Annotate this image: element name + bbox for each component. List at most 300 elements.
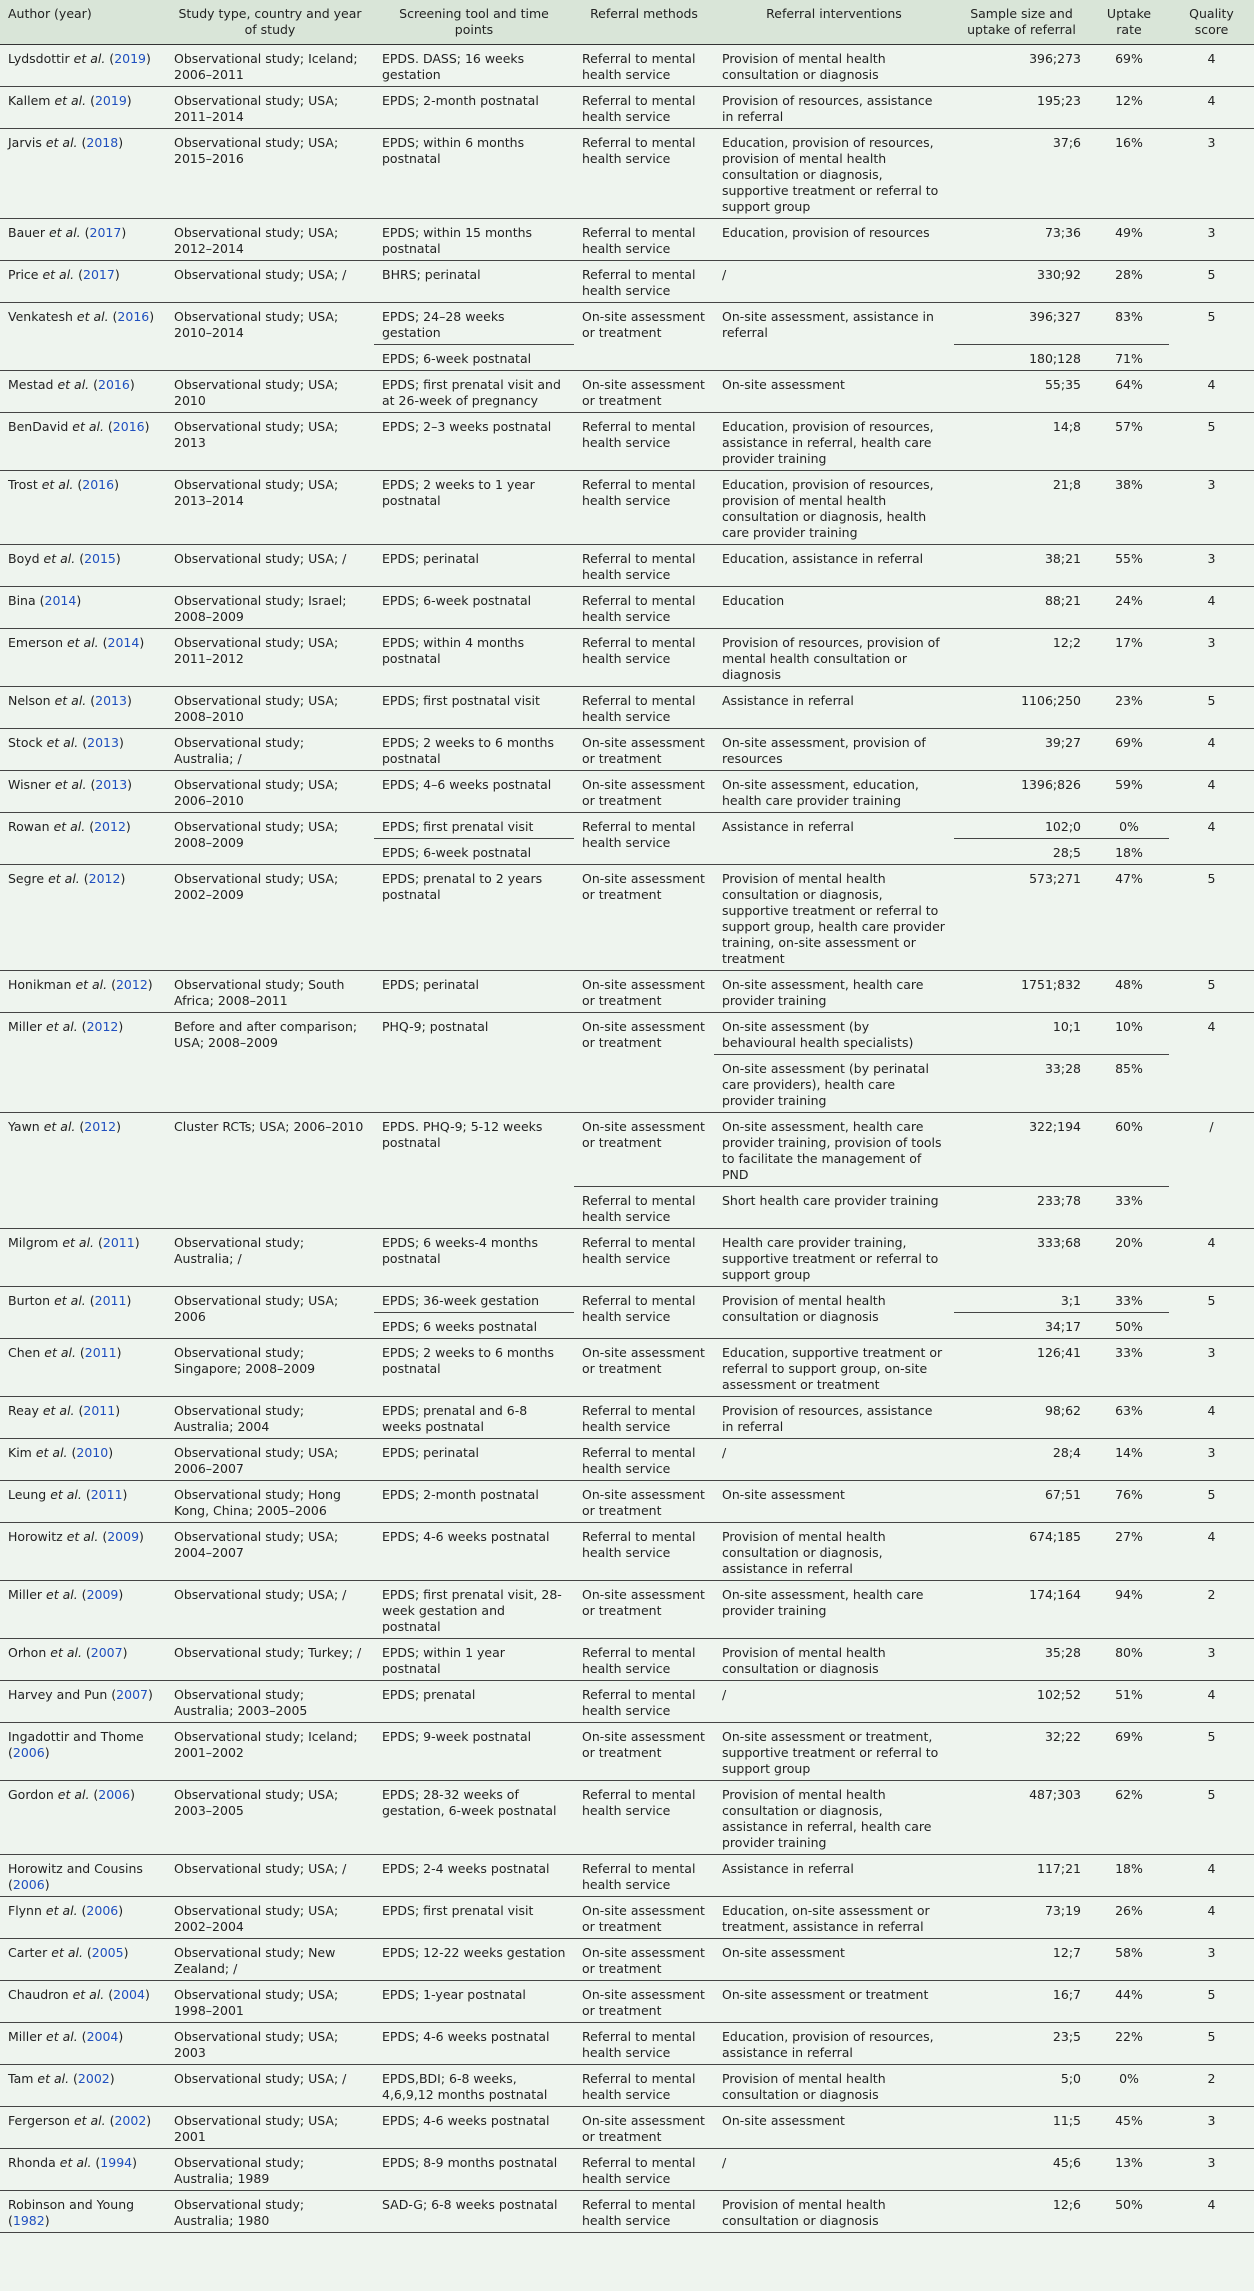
author-year-link[interactable]: 2019 xyxy=(114,51,146,66)
uptake-rate-cell: 48% xyxy=(1089,971,1169,1013)
referral-method-cell: On-site assessment or treatment xyxy=(574,729,714,771)
quality-score-cell: 4 xyxy=(1169,1523,1254,1581)
sample-uptake-cell: 396;273 xyxy=(954,45,1089,87)
uptake-rate-cell: 76% xyxy=(1089,1481,1169,1523)
quality-score-cell: 4 xyxy=(1169,371,1254,413)
referral-method-cell: Referral to mental health service xyxy=(574,129,714,219)
table-row xyxy=(0,1981,1254,2023)
uptake-rate-cell: 26% xyxy=(1089,1897,1169,1939)
sample-uptake-cell: 73;36 xyxy=(954,219,1089,261)
uptake-rate-cell: 50% xyxy=(1089,1313,1169,1339)
referral-method-cell: On-site assessment or treatment xyxy=(574,1113,714,1187)
screening-tool-cell: EPDS; 4-6 weeks postnatal xyxy=(374,1523,574,1581)
sample-uptake-cell: 23;5 xyxy=(954,2023,1089,2065)
referral-intervention-cell: Assistance in referral xyxy=(714,687,954,729)
study-type-cell: Observational study; Australia; / xyxy=(166,1229,374,1287)
study-type-cell: Observational study; Turkey; / xyxy=(166,1639,374,1681)
referral-intervention-cell: On-site assessment xyxy=(714,1939,954,1981)
referral-intervention-cell: Education, provision of resources, provision of mental health consultation or diagnosis, health care provider training xyxy=(714,471,954,545)
et-al-text: et al. xyxy=(46,1019,78,1034)
author-year-link[interactable]: 2002 xyxy=(77,2071,110,2086)
uptake-rate-cell: 22% xyxy=(1089,2023,1169,2065)
author-year-link[interactable]: 2011 xyxy=(90,1487,123,1502)
author-name: Lydsdottir xyxy=(8,51,70,66)
author-year-link[interactable]: 2011 xyxy=(94,1293,127,1308)
uptake-rate-cell: 94% xyxy=(1089,1581,1169,1639)
author-name: Boyd xyxy=(8,551,40,566)
author-year-link[interactable]: 2006 xyxy=(12,1877,45,1892)
author-year-link[interactable]: 2010 xyxy=(76,1445,109,1460)
referral-method-cell: Referral to mental health service xyxy=(574,87,714,129)
sample-uptake-cell: 396;327 xyxy=(954,303,1089,345)
referral-method-cell: Referral to mental health service xyxy=(574,1639,714,1681)
uptake-rate-cell: 50% xyxy=(1089,2191,1169,2233)
referral-intervention-cell: On-site assessment, health care provider training xyxy=(714,971,954,1013)
et-al-text: et al. xyxy=(41,477,74,492)
author-cell: Bina (2014) xyxy=(0,587,166,629)
screening-tool-cell: EPDS; 2 weeks to 6 months postnatal xyxy=(374,1339,574,1397)
table-row xyxy=(0,771,1254,813)
author-name: Rowan xyxy=(8,819,50,834)
author-year-link[interactable]: 1994 xyxy=(100,2155,133,2170)
author-cell: Emerson et al. (2014) xyxy=(0,629,166,687)
uptake-rate-cell: 18% xyxy=(1089,1855,1169,1897)
referral-method-cell: On-site assessment or treatment xyxy=(574,1481,714,1523)
uptake-rate-cell: 14% xyxy=(1089,1439,1169,1481)
quality-score-cell: 4 xyxy=(1169,771,1254,813)
study-type-cell: Observational study; USA; 2002–2009 xyxy=(166,865,374,971)
uptake-rate-cell: 33% xyxy=(1089,1339,1169,1397)
author-year-link[interactable]: 2002 xyxy=(114,2113,147,2128)
header-author: Author (year) xyxy=(0,0,166,45)
referral-intervention-cell: Education, on-site assessment or treatment, assistance in referral xyxy=(714,1897,954,1939)
screening-tool-cell: EPDS; first prenatal visit and at 26-week of pregnancy xyxy=(374,371,574,413)
author-name: Honikman xyxy=(8,977,72,992)
et-al-text: et al. xyxy=(46,1587,78,1602)
study-type-cell: Observational study; Israel; 2008–2009 xyxy=(166,587,374,629)
uptake-rate-cell: 38% xyxy=(1089,471,1169,545)
table-row xyxy=(0,87,1254,129)
author-year-link[interactable]: 2016 xyxy=(82,477,115,492)
sample-uptake-cell: 39;27 xyxy=(954,729,1089,771)
study-type-cell: Observational study; Australia; 1989 xyxy=(166,2149,374,2191)
et-al-text: et al. xyxy=(35,1445,68,1460)
author-year-link[interactable]: 2009 xyxy=(86,1587,119,1602)
author-year-link[interactable]: 2016 xyxy=(117,309,150,324)
author-cell: Rhonda et al. (1994) xyxy=(0,2149,166,2191)
author-cell: Tam et al. (2002) xyxy=(0,2065,166,2107)
header-sample-size: Sample size and uptake of referral xyxy=(954,0,1089,45)
screening-tool-cell: EPDS; 6-week postnatal xyxy=(374,587,574,629)
sample-uptake-cell: 674;185 xyxy=(954,1523,1089,1581)
screening-tool-cell: EPDS; first prenatal visit, 28-week gestation and postnatal xyxy=(374,1581,574,1639)
et-al-text: et al. xyxy=(45,135,78,150)
author-year-link[interactable]: 2016 xyxy=(112,419,145,434)
screening-tool-cell: EPDS; 2-4 weeks postnatal xyxy=(374,1855,574,1897)
author-cell: Gordon et al. (2006) xyxy=(0,1781,166,1855)
et-al-text: et al. xyxy=(59,2155,92,2170)
uptake-rate-cell: 62% xyxy=(1089,1781,1169,1855)
referral-intervention-cell: On-site assessment or treatment, supportive treatment or referral to support group xyxy=(714,1723,954,1781)
sample-uptake-cell: 330;92 xyxy=(954,261,1089,303)
screening-tool-cell: EPDS; within 15 months postnatal xyxy=(374,219,574,261)
et-al-text: et al. xyxy=(46,735,79,750)
uptake-rate-cell: 28% xyxy=(1089,261,1169,303)
study-type-cell: Observational study; USA; 2003 xyxy=(166,2023,374,2065)
uptake-rate-cell: 24% xyxy=(1089,587,1169,629)
table-row xyxy=(0,2065,1254,2107)
et-al-text: et al. xyxy=(57,377,90,392)
study-type-cell: Observational study; USA; 2002–2004 xyxy=(166,1897,374,1939)
quality-score-cell: 3 xyxy=(1169,1339,1254,1397)
screening-tool-cell: EPDS; 8-9 months postnatal xyxy=(374,2149,574,2191)
referral-intervention-cell: Assistance in referral xyxy=(714,813,954,865)
et-al-text: et al. xyxy=(50,1487,82,1502)
screening-tool-cell: EPDS; perinatal xyxy=(374,971,574,1013)
referral-intervention-cell: On-site assessment xyxy=(714,1481,954,1523)
sample-uptake-cell: 88;21 xyxy=(954,587,1089,629)
study-type-cell: Observational study; Singapore; 2008–2009 xyxy=(166,1339,374,1397)
author-name: Bauer xyxy=(8,225,45,240)
author-year-link[interactable]: 2011 xyxy=(84,1345,117,1360)
header-row xyxy=(0,0,1254,45)
referral-method-cell: On-site assessment or treatment xyxy=(574,1581,714,1639)
sample-uptake-cell: 322;194 xyxy=(954,1113,1089,1187)
referral-intervention-cell: Short health care provider training xyxy=(714,1187,954,1229)
referral-method-cell: Referral to mental health service xyxy=(574,1781,714,1855)
table-row xyxy=(0,45,1254,87)
quality-score-cell: 4 xyxy=(1169,1855,1254,1897)
referral-intervention-cell: Provision of mental health consultation or diagnosis xyxy=(714,45,954,87)
author-cell: Horowitz and Cousins (2006) xyxy=(0,1855,166,1897)
author-name: Chaudron xyxy=(8,1987,69,2002)
et-al-text: et al. xyxy=(57,1787,90,1802)
table-row xyxy=(0,1113,1254,1187)
et-al-text: et al. xyxy=(42,267,75,282)
study-type-cell: Observational study; Australia; 2003–2005 xyxy=(166,1681,374,1723)
uptake-rate-cell: 20% xyxy=(1089,1229,1169,1287)
et-al-text: et al. xyxy=(54,93,87,108)
table-row xyxy=(0,1939,1254,1981)
referral-method-cell: Referral to mental health service xyxy=(574,413,714,471)
referral-method-cell: On-site assessment or treatment xyxy=(574,971,714,1013)
study-type-cell: Observational study; USA; 2008–2010 xyxy=(166,687,374,729)
referral-method-cell: Referral to mental health service xyxy=(574,1397,714,1439)
study-type-cell: Observational study; Iceland; 2006–2011 xyxy=(166,45,374,87)
author-name: Kim xyxy=(8,1445,32,1460)
study-type-cell: Observational study; USA; 2001 xyxy=(166,2107,374,2149)
referral-intervention-cell: Provision of mental health consultation or diagnosis xyxy=(714,2191,954,2233)
author-year-link[interactable]: 2006 xyxy=(12,1745,45,1760)
referral-intervention-cell: / xyxy=(714,1681,954,1723)
author-cell: Kallem et al. (2019) xyxy=(0,87,166,129)
study-type-cell: Observational study; USA; 2015–2016 xyxy=(166,129,374,219)
quality-score-cell: 5 xyxy=(1169,1481,1254,1523)
study-type-cell: Observational study; USA; / xyxy=(166,2065,374,2107)
et-al-text: et al. xyxy=(43,1119,76,1134)
table-body xyxy=(0,45,1254,2233)
screening-tool-cell: EPDS; 28-32 weeks of gestation, 6-week postnatal xyxy=(374,1781,574,1855)
sample-uptake-cell: 12;2 xyxy=(954,629,1089,687)
author-name: Chen xyxy=(8,1345,41,1360)
quality-score-cell: 4 xyxy=(1169,1013,1254,1113)
screening-tool-cell: EPDS; perinatal xyxy=(374,1439,574,1481)
referral-method-cell: Referral to mental health service xyxy=(574,219,714,261)
quality-score-cell: 5 xyxy=(1169,2023,1254,2065)
table-row xyxy=(0,1681,1254,1723)
study-type-cell: Observational study; USA; 2008–2009 xyxy=(166,813,374,865)
screening-tool-cell: SAD-G; 6-8 weeks postnatal xyxy=(374,2191,574,2233)
referral-method-cell: Referral to mental health service xyxy=(574,261,714,303)
uptake-rate-cell: 69% xyxy=(1089,45,1169,87)
author-name: Jarvis xyxy=(8,135,42,150)
table-row xyxy=(0,303,1254,345)
author-cell: Flynn et al. (2006) xyxy=(0,1897,166,1939)
author-name: Stock xyxy=(8,735,43,750)
referral-intervention-cell: Provision of resources, assistance in referral xyxy=(714,87,954,129)
et-al-text: et al. xyxy=(46,2029,78,2044)
screening-tool-cell: EPDS; perinatal xyxy=(374,545,574,587)
screening-tool-cell: EPDS; 4-6 weeks postnatal xyxy=(374,2107,574,2149)
uptake-rate-cell: 64% xyxy=(1089,371,1169,413)
author-year-link[interactable]: 2013 xyxy=(95,777,128,792)
author-name: Harvey and Pun xyxy=(8,1687,108,1702)
table-row xyxy=(0,1581,1254,1639)
author-year-link[interactable]: 1982 xyxy=(12,2213,45,2228)
author-name: Milgrom xyxy=(8,1235,59,1250)
author-year-link[interactable]: 2014 xyxy=(44,593,77,608)
et-al-text: et al. xyxy=(73,2113,106,2128)
quality-score-cell: 5 xyxy=(1169,261,1254,303)
author-year-link[interactable]: 2012 xyxy=(84,1119,117,1134)
table-row xyxy=(0,2191,1254,2233)
author-name: Gordon xyxy=(8,1787,54,1802)
table-row xyxy=(0,587,1254,629)
author-year-link[interactable]: 2012 xyxy=(94,819,126,834)
author-year-link[interactable]: 2016 xyxy=(98,377,130,392)
quality-score-cell: 3 xyxy=(1169,545,1254,587)
quality-score-cell: 2 xyxy=(1169,1581,1254,1639)
author-year-link[interactable]: 2012 xyxy=(115,977,148,992)
author-year-link[interactable]: 2004 xyxy=(86,2029,119,2044)
author-year-link[interactable]: 2011 xyxy=(102,1235,135,1250)
table-row xyxy=(0,865,1254,971)
referral-intervention-cell: Provision of resources, assistance in referral xyxy=(714,1397,954,1439)
et-al-text: et al. xyxy=(48,225,81,240)
sample-uptake-cell: 16;7 xyxy=(954,1981,1089,2023)
screening-tool-cell: EPDS; 2-month postnatal xyxy=(374,1481,574,1523)
referral-method-cell: Referral to mental health service xyxy=(574,2149,714,2191)
sample-uptake-cell: 28;5 xyxy=(954,839,1089,865)
quality-score-cell: 2 xyxy=(1169,2065,1254,2107)
author-cell: Leung et al. (2011) xyxy=(0,1481,166,1523)
table-row xyxy=(0,371,1254,413)
author-cell: Fergerson et al. (2002) xyxy=(0,2107,166,2149)
author-cell: Miller et al. (2004) xyxy=(0,2023,166,2065)
study-type-cell: Observational study; USA; 2011–2012 xyxy=(166,629,374,687)
author-cell: BenDavid et al. (2016) xyxy=(0,413,166,471)
author-cell: Mestad et al. (2016) xyxy=(0,371,166,413)
referral-intervention-cell: Provision of resources, provision of mental health consultation or diagnosis xyxy=(714,629,954,687)
author-name: Miller xyxy=(8,1019,43,1034)
screening-tool-cell: EPDS; within 4 months postnatal xyxy=(374,629,574,687)
sample-uptake-cell: 32;22 xyxy=(954,1723,1089,1781)
author-name: Wisner xyxy=(8,777,51,792)
author-year-link[interactable]: 2006 xyxy=(98,1787,131,1802)
referral-intervention-cell: Education, provision of resources xyxy=(714,219,954,261)
referral-intervention-cell: Provision of mental health consultation or diagnosis, supportive treatment or referral to support group, health care provider training, on-site assessment or treatment xyxy=(714,865,954,971)
sample-uptake-cell: 487;303 xyxy=(954,1781,1089,1855)
table-row xyxy=(0,2023,1254,2065)
author-year-link[interactable]: 2013 xyxy=(87,735,119,750)
uptake-rate-cell: 55% xyxy=(1089,545,1169,587)
study-type-cell: Observational study; USA; 1998–2001 xyxy=(166,1981,374,2023)
et-al-text: et al. xyxy=(75,977,108,992)
author-year-link[interactable]: 2006 xyxy=(86,1903,119,1918)
author-year-link[interactable]: 2013 xyxy=(95,693,127,708)
screening-tool-cell: EPDS; first postnatal visit xyxy=(374,687,574,729)
table-row xyxy=(0,413,1254,471)
quality-score-cell: 3 xyxy=(1169,219,1254,261)
et-al-text: et al. xyxy=(43,551,76,566)
referral-intervention-cell: On-site assessment xyxy=(714,371,954,413)
author-cell: Carter et al. (2005) xyxy=(0,1939,166,1981)
author-year-link[interactable]: 2012 xyxy=(86,1019,119,1034)
quality-score-cell: 5 xyxy=(1169,1287,1254,1339)
sample-uptake-cell: 126;41 xyxy=(954,1339,1089,1397)
referral-intervention-cell: On-site assessment, health care provider training, provision of tools to facilitate the management of PND xyxy=(714,1113,954,1187)
author-year-link[interactable]: 2015 xyxy=(84,551,116,566)
table-row xyxy=(0,1287,1254,1313)
screening-tool-cell: EPDS; within 6 months postnatal xyxy=(374,129,574,219)
quality-score-cell: 3 xyxy=(1169,629,1254,687)
uptake-rate-cell: 44% xyxy=(1089,1981,1169,2023)
table-row xyxy=(0,687,1254,729)
author-name: Yawn xyxy=(8,1119,40,1134)
author-cell: Trost et al. (2016) xyxy=(0,471,166,545)
author-year-link[interactable]: 2011 xyxy=(83,1403,116,1418)
screening-tool-cell: EPDS; 2 weeks to 6 months postnatal xyxy=(374,729,574,771)
author-year-link[interactable]: 2007 xyxy=(90,1645,123,1660)
uptake-rate-cell: 49% xyxy=(1089,219,1169,261)
table-row xyxy=(0,219,1254,261)
et-al-text: et al. xyxy=(66,1529,99,1544)
uptake-rate-cell: 57% xyxy=(1089,413,1169,471)
referral-method-cell: Referral to mental health service xyxy=(574,813,714,865)
header-referral-interventions: Referral interventions xyxy=(714,0,954,45)
study-type-cell: Observational study; Australia; 2004 xyxy=(166,1397,374,1439)
sample-uptake-cell: 34;17 xyxy=(954,1313,1089,1339)
uptake-rate-cell: 0% xyxy=(1089,2065,1169,2107)
et-al-text: et al. xyxy=(73,51,106,66)
sample-uptake-cell: 102;0 xyxy=(954,813,1089,839)
author-year-link[interactable]: 2007 xyxy=(116,1687,148,1702)
author-name: Segre xyxy=(8,871,45,886)
quality-score-cell: 3 xyxy=(1169,1439,1254,1481)
uptake-rate-cell: 47% xyxy=(1089,865,1169,971)
sample-uptake-cell: 67;51 xyxy=(954,1481,1089,1523)
sample-uptake-cell: 3;1 xyxy=(954,1287,1089,1313)
sample-uptake-cell: 1396;826 xyxy=(954,771,1089,813)
sample-uptake-cell: 12;7 xyxy=(954,1939,1089,1981)
referral-intervention-cell: Provision of mental health consultation or diagnosis, assistance in referral xyxy=(714,1523,954,1581)
referral-method-cell: On-site assessment or treatment xyxy=(574,1339,714,1397)
referral-method-cell: Referral to mental health service xyxy=(574,471,714,545)
author-cell: Price et al. (2017) xyxy=(0,261,166,303)
screening-tool-cell: PHQ-9; postnatal xyxy=(374,1013,574,1113)
table-row xyxy=(0,813,1254,839)
study-type-cell: Observational study; New Zealand; / xyxy=(166,1939,374,1981)
screening-tool-cell: EPDS; 36-week gestation xyxy=(374,1287,574,1313)
table-row xyxy=(0,629,1254,687)
author-cell: Reay et al. (2011) xyxy=(0,1397,166,1439)
quality-score-cell: 5 xyxy=(1169,1781,1254,1855)
screening-tool-cell: EPDS; 4–6 weeks postnatal xyxy=(374,771,574,813)
et-al-text: et al. xyxy=(51,1945,83,1960)
referral-intervention-cell: Provision of mental health consultation or diagnosis, assistance in referral, health care provider training xyxy=(714,1781,954,1855)
author-cell: Venkatesh et al. (2016) xyxy=(0,303,166,371)
uptake-rate-cell: 13% xyxy=(1089,2149,1169,2191)
screening-tool-cell: EPDS; 1-year postnatal xyxy=(374,1981,574,2023)
quality-score-cell: 4 xyxy=(1169,587,1254,629)
author-name: Nelson xyxy=(8,693,51,708)
sample-uptake-cell: 14;8 xyxy=(954,413,1089,471)
screening-tool-cell: EPDS; 4-6 weeks postnatal xyxy=(374,2023,574,2065)
quality-score-cell: 5 xyxy=(1169,865,1254,971)
referral-method-cell: Referral to mental health service xyxy=(574,545,714,587)
quality-score-cell: 5 xyxy=(1169,687,1254,729)
screening-tool-cell: EPDS; within 1 year postnatal xyxy=(374,1639,574,1681)
author-year-link[interactable]: 2012 xyxy=(88,871,121,886)
study-type-cell: Observational study; Hong Kong, China; 2005–2006 xyxy=(166,1481,374,1523)
author-name: Venkatesh xyxy=(8,309,73,324)
screening-tool-cell: EPDS; prenatal to 2 years postnatal xyxy=(374,865,574,971)
referral-intervention-cell: Provision of mental health consultation or diagnosis xyxy=(714,1639,954,1681)
study-type-cell: Observational study; USA; 2004–2007 xyxy=(166,1523,374,1581)
sample-uptake-cell: 5;0 xyxy=(954,2065,1089,2107)
author-year-link[interactable]: 2017 xyxy=(89,225,122,240)
author-year-link[interactable]: 2017 xyxy=(83,267,115,282)
uptake-rate-cell: 23% xyxy=(1089,687,1169,729)
author-year-link[interactable]: 2005 xyxy=(91,1945,124,1960)
sample-uptake-cell: 98;62 xyxy=(954,1397,1089,1439)
author-year-link[interactable]: 2018 xyxy=(86,135,119,150)
referral-method-cell: Referral to mental health service xyxy=(574,1855,714,1897)
author-cell: Honikman et al. (2012) xyxy=(0,971,166,1013)
study-type-cell: Observational study; USA; 2006 xyxy=(166,1287,374,1339)
author-year-link[interactable]: 2009 xyxy=(107,1529,140,1544)
study-type-cell: Observational study; USA; 2010 xyxy=(166,371,374,413)
referral-method-cell: On-site assessment or treatment xyxy=(574,1723,714,1781)
study-type-cell: Observational study; USA; 2010–2014 xyxy=(166,303,374,371)
quality-score-cell: 3 xyxy=(1169,129,1254,219)
referral-intervention-cell: Education, assistance in referral xyxy=(714,545,954,587)
referral-intervention-cell: On-site assessment (by perinatal care providers), health care provider training xyxy=(714,1055,954,1113)
table-row xyxy=(0,1523,1254,1581)
quality-score-cell: 3 xyxy=(1169,1639,1254,1681)
author-year-link[interactable]: 2019 xyxy=(94,93,127,108)
author-year-link[interactable]: 2014 xyxy=(107,635,140,650)
uptake-rate-cell: 71% xyxy=(1089,345,1169,371)
referral-method-cell: On-site assessment or treatment xyxy=(574,1939,714,1981)
sample-uptake-cell: 1106;250 xyxy=(954,687,1089,729)
author-year-link[interactable]: 2004 xyxy=(113,1987,145,2002)
header-study-type: Study type, country and year of study xyxy=(166,0,374,45)
sample-uptake-cell: 195;23 xyxy=(954,87,1089,129)
quality-score-cell: 3 xyxy=(1169,2149,1254,2191)
author-cell: Harvey and Pun (2007) xyxy=(0,1681,166,1723)
author-name: Orhon xyxy=(8,1645,47,1660)
